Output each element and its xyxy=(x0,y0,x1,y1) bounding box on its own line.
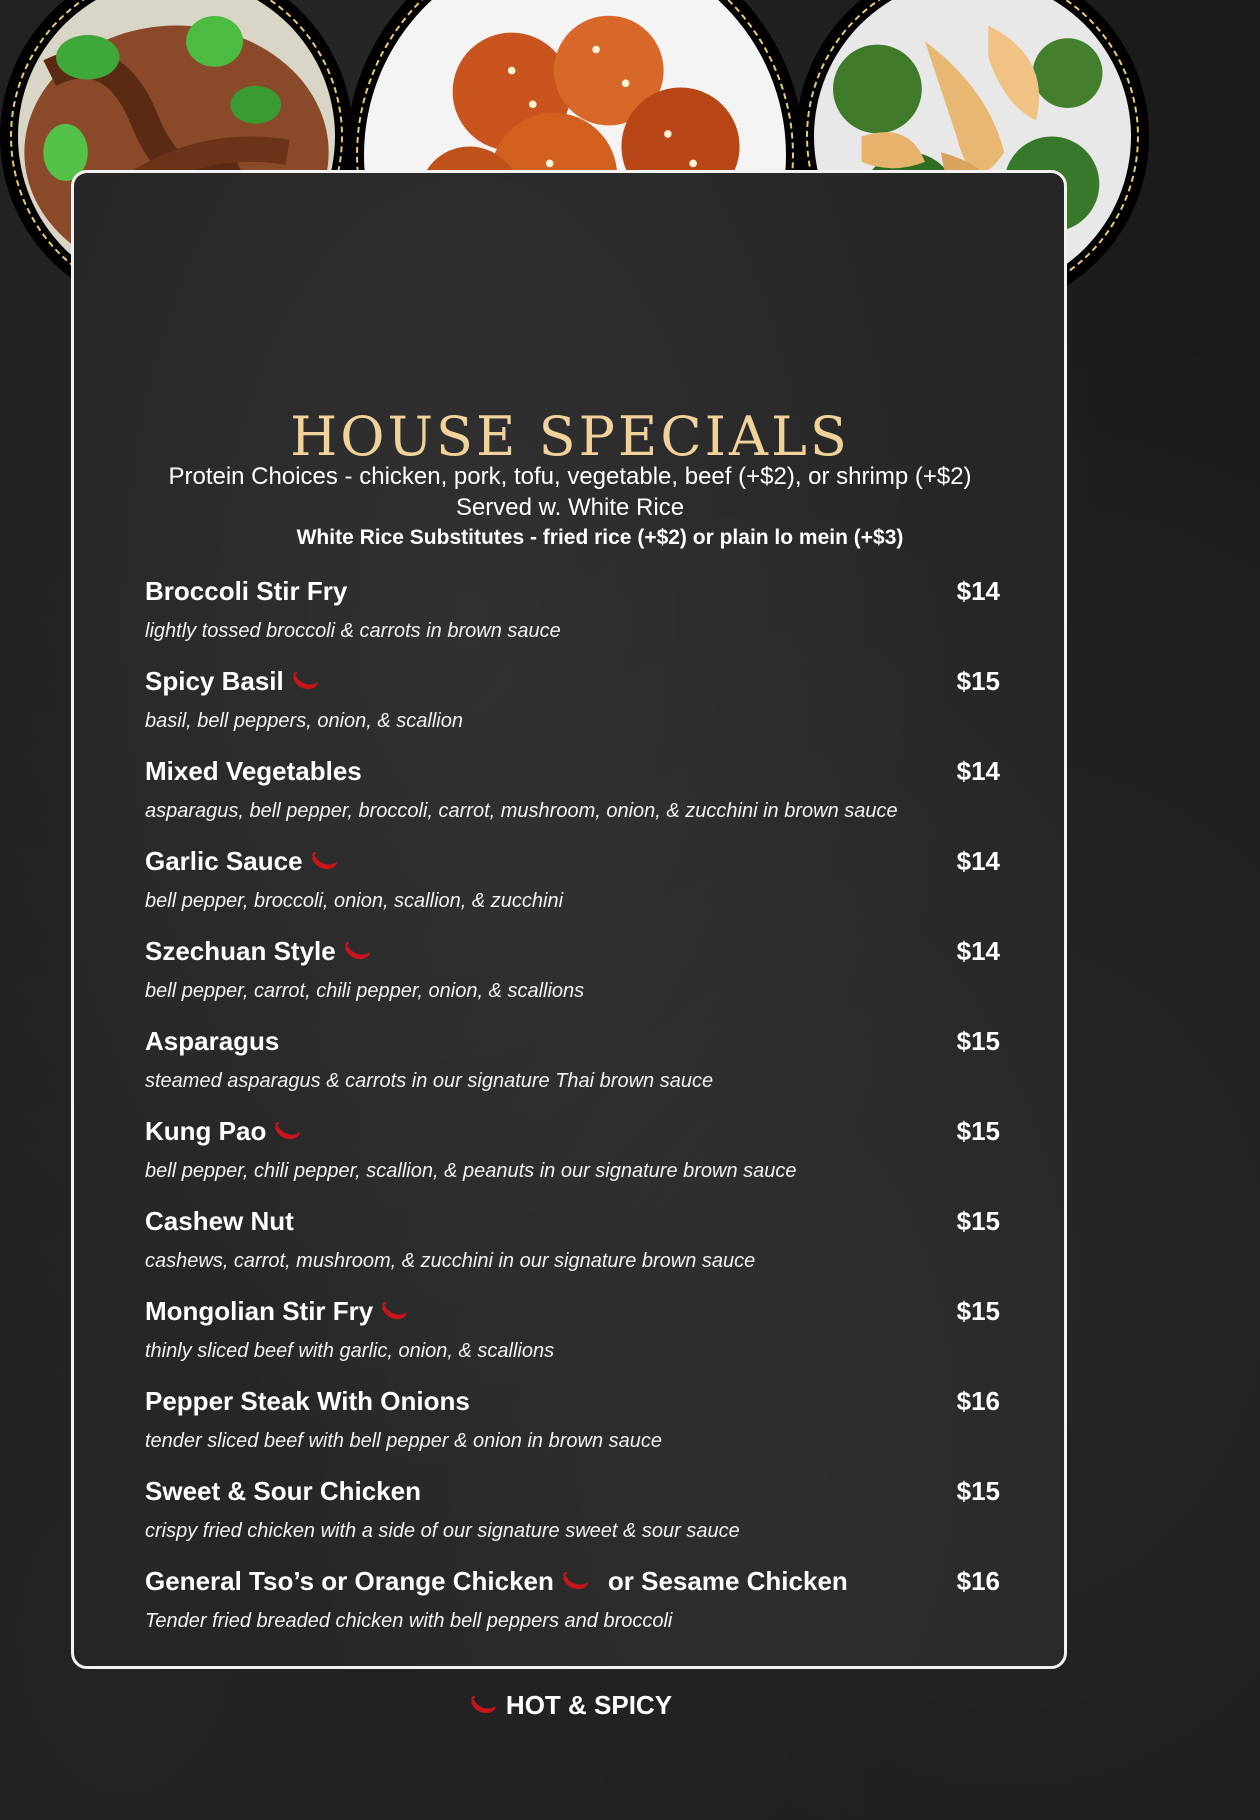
chili-pepper-icon xyxy=(342,942,372,964)
menu-item xyxy=(145,1470,1000,1560)
item-description: bell pepper, chili pepper, scallion, & peanuts in our signature brown sauce xyxy=(145,1160,797,1182)
served-with: Served w. White Rice xyxy=(455,494,685,521)
item-price: $15 xyxy=(956,1206,1000,1236)
chili-pepper-icon xyxy=(309,852,339,874)
chili-pepper-icon xyxy=(560,1572,590,1594)
menu-item xyxy=(145,840,1000,930)
legend-label: HOT & SPICY xyxy=(505,1690,673,1720)
menu-item xyxy=(145,570,1000,660)
item-name-suffix: or Sesame Chicken xyxy=(607,1566,848,1596)
item-name: Asparagus xyxy=(145,1026,280,1056)
item-description: thinly sliced beef with garlic, onion, & scallions xyxy=(145,1340,555,1362)
item-price: $16 xyxy=(956,1566,1000,1596)
item-name: Sweet & Sour Chicken xyxy=(145,1476,421,1506)
item-description: bell pepper, broccoli, onion, scallion, & zucchini xyxy=(145,890,564,912)
menu-item xyxy=(145,930,1000,1020)
item-price: $14 xyxy=(956,756,1000,786)
menu-item xyxy=(145,750,1000,840)
item-description: basil, bell peppers, onion, & scallion xyxy=(145,710,463,732)
item-name: Garlic Sauce xyxy=(145,846,339,877)
menu-item xyxy=(145,1020,1000,1110)
item-description: bell pepper, carrot, chili pepper, onion, & scallions xyxy=(145,980,585,1002)
menu-item xyxy=(145,1560,1000,1650)
hot-spicy-legend xyxy=(0,1690,1140,1721)
item-name: Cashew Nut xyxy=(145,1206,294,1236)
item-price: $14 xyxy=(956,576,1000,606)
menu-item xyxy=(145,1290,1000,1380)
item-description: Tender fried breaded chicken with bell peppers and broccoli xyxy=(145,1610,673,1632)
menu-item xyxy=(145,660,1000,750)
item-name: Spicy Basil xyxy=(145,666,320,697)
item-price: $15 xyxy=(956,1476,1000,1506)
chili-pepper-icon xyxy=(290,672,320,694)
chili-pepper-icon xyxy=(379,1302,409,1324)
item-description: steamed asparagus & carrots in our signature Thai brown sauce xyxy=(145,1070,714,1092)
chili-pepper-icon xyxy=(468,1696,498,1718)
item-name: Pepper Steak With Onions xyxy=(145,1386,470,1416)
menu-item xyxy=(145,1200,1000,1290)
item-price: $15 xyxy=(956,1296,1000,1326)
item-price: $15 xyxy=(956,666,1000,696)
page-title: HOUSE SPECIALS xyxy=(290,405,850,468)
item-price: $14 xyxy=(956,846,1000,876)
item-name: Broccoli Stir Fry xyxy=(145,576,348,606)
item-name: Kung Pao xyxy=(145,1116,302,1147)
item-description: asparagus, bell pepper, broccoli, carrot, mushroom, onion, & zucchini in brown sauce xyxy=(145,800,898,822)
menu-item xyxy=(145,1380,1000,1470)
menu-items xyxy=(145,570,1000,1650)
item-name: Mongolian Stir Fry xyxy=(145,1296,409,1327)
menu-item xyxy=(145,1110,1000,1200)
item-description: tender sliced beef with bell pepper & onion in brown sauce xyxy=(145,1430,662,1452)
item-name: Szechuan Style xyxy=(145,936,372,967)
item-price: $15 xyxy=(956,1026,1000,1056)
rice-substitutes: White Rice Substitutes - fried rice (+$2) or plain lo mein (+$3) xyxy=(296,526,904,549)
item-price: $16 xyxy=(956,1386,1000,1416)
item-price: $14 xyxy=(956,936,1000,966)
item-description: cashews, carrot, mushroom, & zucchini in our signature brown sauce xyxy=(145,1250,756,1272)
item-price: $15 xyxy=(956,1116,1000,1146)
item-name: General Tso’s or Orange Chicken or Sesame Chicken xyxy=(145,1566,848,1596)
chili-pepper-icon xyxy=(272,1122,302,1144)
item-description: crispy fried chicken with a side of our signature sweet & sour sauce xyxy=(145,1520,740,1542)
item-description: lightly tossed broccoli & carrots in brown sauce xyxy=(145,620,561,642)
protein-choices: Protein Choices - chicken, pork, tofu, vegetable, beef (+$2), or shrimp (+$2) xyxy=(168,463,972,490)
item-name: Mixed Vegetables xyxy=(145,756,362,786)
